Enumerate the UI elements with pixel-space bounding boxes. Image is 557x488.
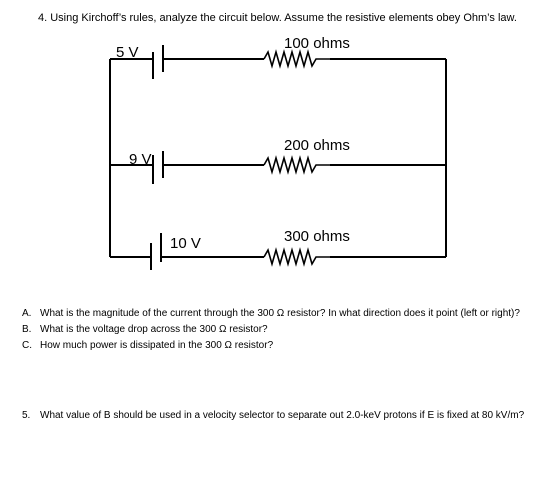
- subquestion-b: [22, 323, 542, 337]
- battery-middle-label: 9 V: [129, 151, 152, 168]
- resistor-top-label: 100 ohms: [284, 35, 350, 52]
- resistor-bottom-label: 300 ohms: [284, 228, 350, 245]
- question-5-text: What value of B should be used in a velocity selector to separate out 2.0-keV protons if E is fixed at 80 kV/m?: [40, 410, 525, 421]
- resistor-bottom-symbol: [264, 250, 330, 264]
- question-4-prompt: 4. Using Kirchoff’s rules, analyze the circuit below. Assume the resistive elements obey Ohm’s law.: [38, 12, 517, 24]
- subquestion-c: [22, 339, 542, 353]
- resistor-top-symbol: [264, 52, 330, 66]
- question-5-number: 5.: [22, 410, 31, 421]
- battery-bottom-symbol: [151, 233, 161, 270]
- subquestion-list: [22, 307, 542, 355]
- resistor-middle-symbol: [264, 158, 330, 172]
- subquestion-c-text: How much power is dissipated in the 300 Ω resistor?: [40, 340, 274, 351]
- battery-top-symbol: [153, 45, 163, 79]
- subquestion-c-letter: C.: [22, 340, 32, 351]
- subquestion-a-text: What is the magnitude of the current through the 300 Ω resistor? In what direction does it point (left or right)?: [40, 308, 520, 319]
- battery-bottom-label: 10 V: [170, 235, 201, 252]
- battery-top-label: 5 V: [116, 44, 139, 61]
- subquestion-a: [22, 307, 542, 321]
- subquestion-a-letter: A.: [22, 308, 32, 319]
- subquestion-b-text: What is the voltage drop across the 300 Ω resistor?: [40, 324, 268, 335]
- resistor-middle-label: 200 ohms: [284, 137, 350, 154]
- battery-middle-symbol: [153, 151, 163, 184]
- subquestion-b-letter: B.: [22, 324, 32, 335]
- question-5: [22, 409, 542, 423]
